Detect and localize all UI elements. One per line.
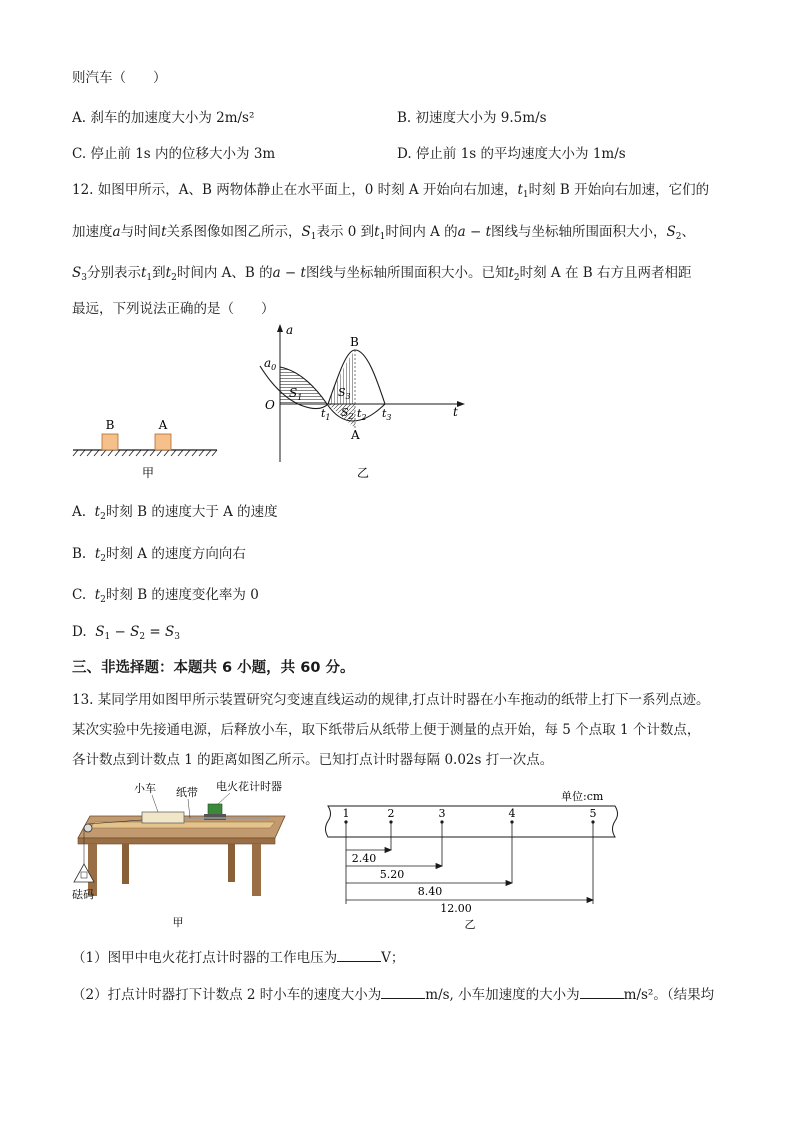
peak-b-label: B xyxy=(350,335,359,349)
point-label: 4 xyxy=(508,807,516,820)
q13-sub1: （1）图甲中电火花打点计时器的工作电压为 V； xyxy=(72,950,405,966)
q12-option-c: C. $t_2$时刻 B 的速度变化率为 0 xyxy=(72,587,259,605)
q11-option-b: B. 初速度大小为 9.5m/s xyxy=(397,110,547,126)
t2-label: $t_2$ xyxy=(357,407,367,422)
figure-jia-caption: 甲 xyxy=(172,916,184,929)
q11-option-a: A. 刹车的加速度大小为 2m/s² xyxy=(72,110,255,126)
axis-a-label: a xyxy=(286,323,294,337)
q12-option-b: B. $t_2$时刻 A 的速度方向向右 xyxy=(72,546,246,564)
answer-blank[interactable] xyxy=(337,949,381,962)
distance-label: 8.40 xyxy=(417,885,443,898)
q13-figure-yi xyxy=(320,786,625,931)
q11-option-c: C. 停止前 1s 内的位移大小为 3m xyxy=(72,146,276,162)
a0-label: $a_0$ xyxy=(264,356,277,372)
answer-blank[interactable] xyxy=(381,986,425,999)
q12-option-d: D. $S_1 - S_2 = S_3$ xyxy=(72,624,180,642)
origin-label: O xyxy=(265,398,275,412)
q12-stem-line1: 12. 如图甲所示，A、B 两物体静止在水平面上，0 时刻 A 开始向右加速，$t_1$时刻 B 开始向右加速，它们的 xyxy=(72,182,710,200)
s2-label: $S_2$ xyxy=(341,406,354,421)
q11-option-d: D. 停止前 1s 的平均速度大小为 1m/s xyxy=(397,146,626,162)
cart-label: 小车 xyxy=(134,782,156,795)
t1-label: $t_1$ xyxy=(321,407,331,422)
distance-label: 12.00 xyxy=(440,902,472,915)
figure-jia-caption: 甲 xyxy=(141,466,155,480)
cart xyxy=(142,812,184,823)
q13-figure-jia xyxy=(70,776,300,931)
block-b-label: B xyxy=(105,418,115,432)
q12-figure-yi xyxy=(255,320,475,485)
q13-sub2: （2）打点计时器打下计数点 2 时小车的速度大小为 m/s, 小车加速度的大小为 m/s²。（结果均 xyxy=(72,987,715,1003)
q13-stem-line1: 13. 某同学用如图甲所示装置研究匀变速直线运动的规律,打点计时器在小车拖动的纸带上打下一系列点迹。 xyxy=(72,692,710,708)
q13-stem-line2: 某次实验中先接通电源，后释放小车，取下纸带后从纸带上便于测量的点开始，每 5 个点取 1 个计数点， xyxy=(72,722,701,738)
tape-label: 纸带 xyxy=(176,786,198,799)
point-label: 3 xyxy=(438,807,446,820)
q13-stem-line3: 各计数点到计数点 1 的距离如图乙所示。已知打点计时器每隔 0.02s 打一次点。 xyxy=(72,752,554,768)
q11-stem-end: 则汽车（ ） xyxy=(72,70,167,86)
q12-option-a: A. $t_2$时刻 B 的速度大于 A 的速度 xyxy=(72,504,278,522)
point-label: 5 xyxy=(589,807,597,820)
distance-label: 5.20 xyxy=(379,868,405,881)
trough-a-label: A xyxy=(351,428,360,442)
unit-label: 单位:cm xyxy=(561,790,604,803)
figure-yi-caption: 乙 xyxy=(356,466,370,480)
block-a xyxy=(155,434,171,450)
point-label: 1 xyxy=(342,807,350,820)
timer-label: 电火花计时器 xyxy=(216,780,282,793)
axis-t-label: t xyxy=(453,405,458,419)
answer-blank[interactable] xyxy=(580,986,624,999)
figure-yi-caption: 乙 xyxy=(464,918,476,931)
q12-stem-line3: $S_3$分别表示$t_1$到$t_2$时间内 A、B 的a − t图线与坐标轴所围面积大小。已知$t_2$时刻 A 在 B 右方且两者相距 xyxy=(72,265,692,283)
s1-label: $S_1$ xyxy=(289,386,303,402)
section3-heading: 三、非选择题：本题共 6 小题，共 60 分。 xyxy=(72,660,355,676)
q12-figure-jia xyxy=(70,415,220,485)
block-b xyxy=(102,434,118,450)
q12-stem-line4: 最远，下列说法正确的是（ ） xyxy=(72,301,275,317)
q12-stem-line2: 加速度a与时间t关系图像如图乙所示，$S_1$表示 0 到$t_1$时间内 A 的a − t图线与坐标轴所围面积大小，$S_2$、 xyxy=(72,224,696,242)
weight-label: 砝码 xyxy=(72,888,94,901)
block-a-label: A xyxy=(158,418,168,432)
distance-label: 2.40 xyxy=(351,852,377,865)
t3-label: $t_3$ xyxy=(382,407,392,422)
s3-label: $S_3$ xyxy=(338,386,351,401)
point-label: 2 xyxy=(387,807,395,820)
